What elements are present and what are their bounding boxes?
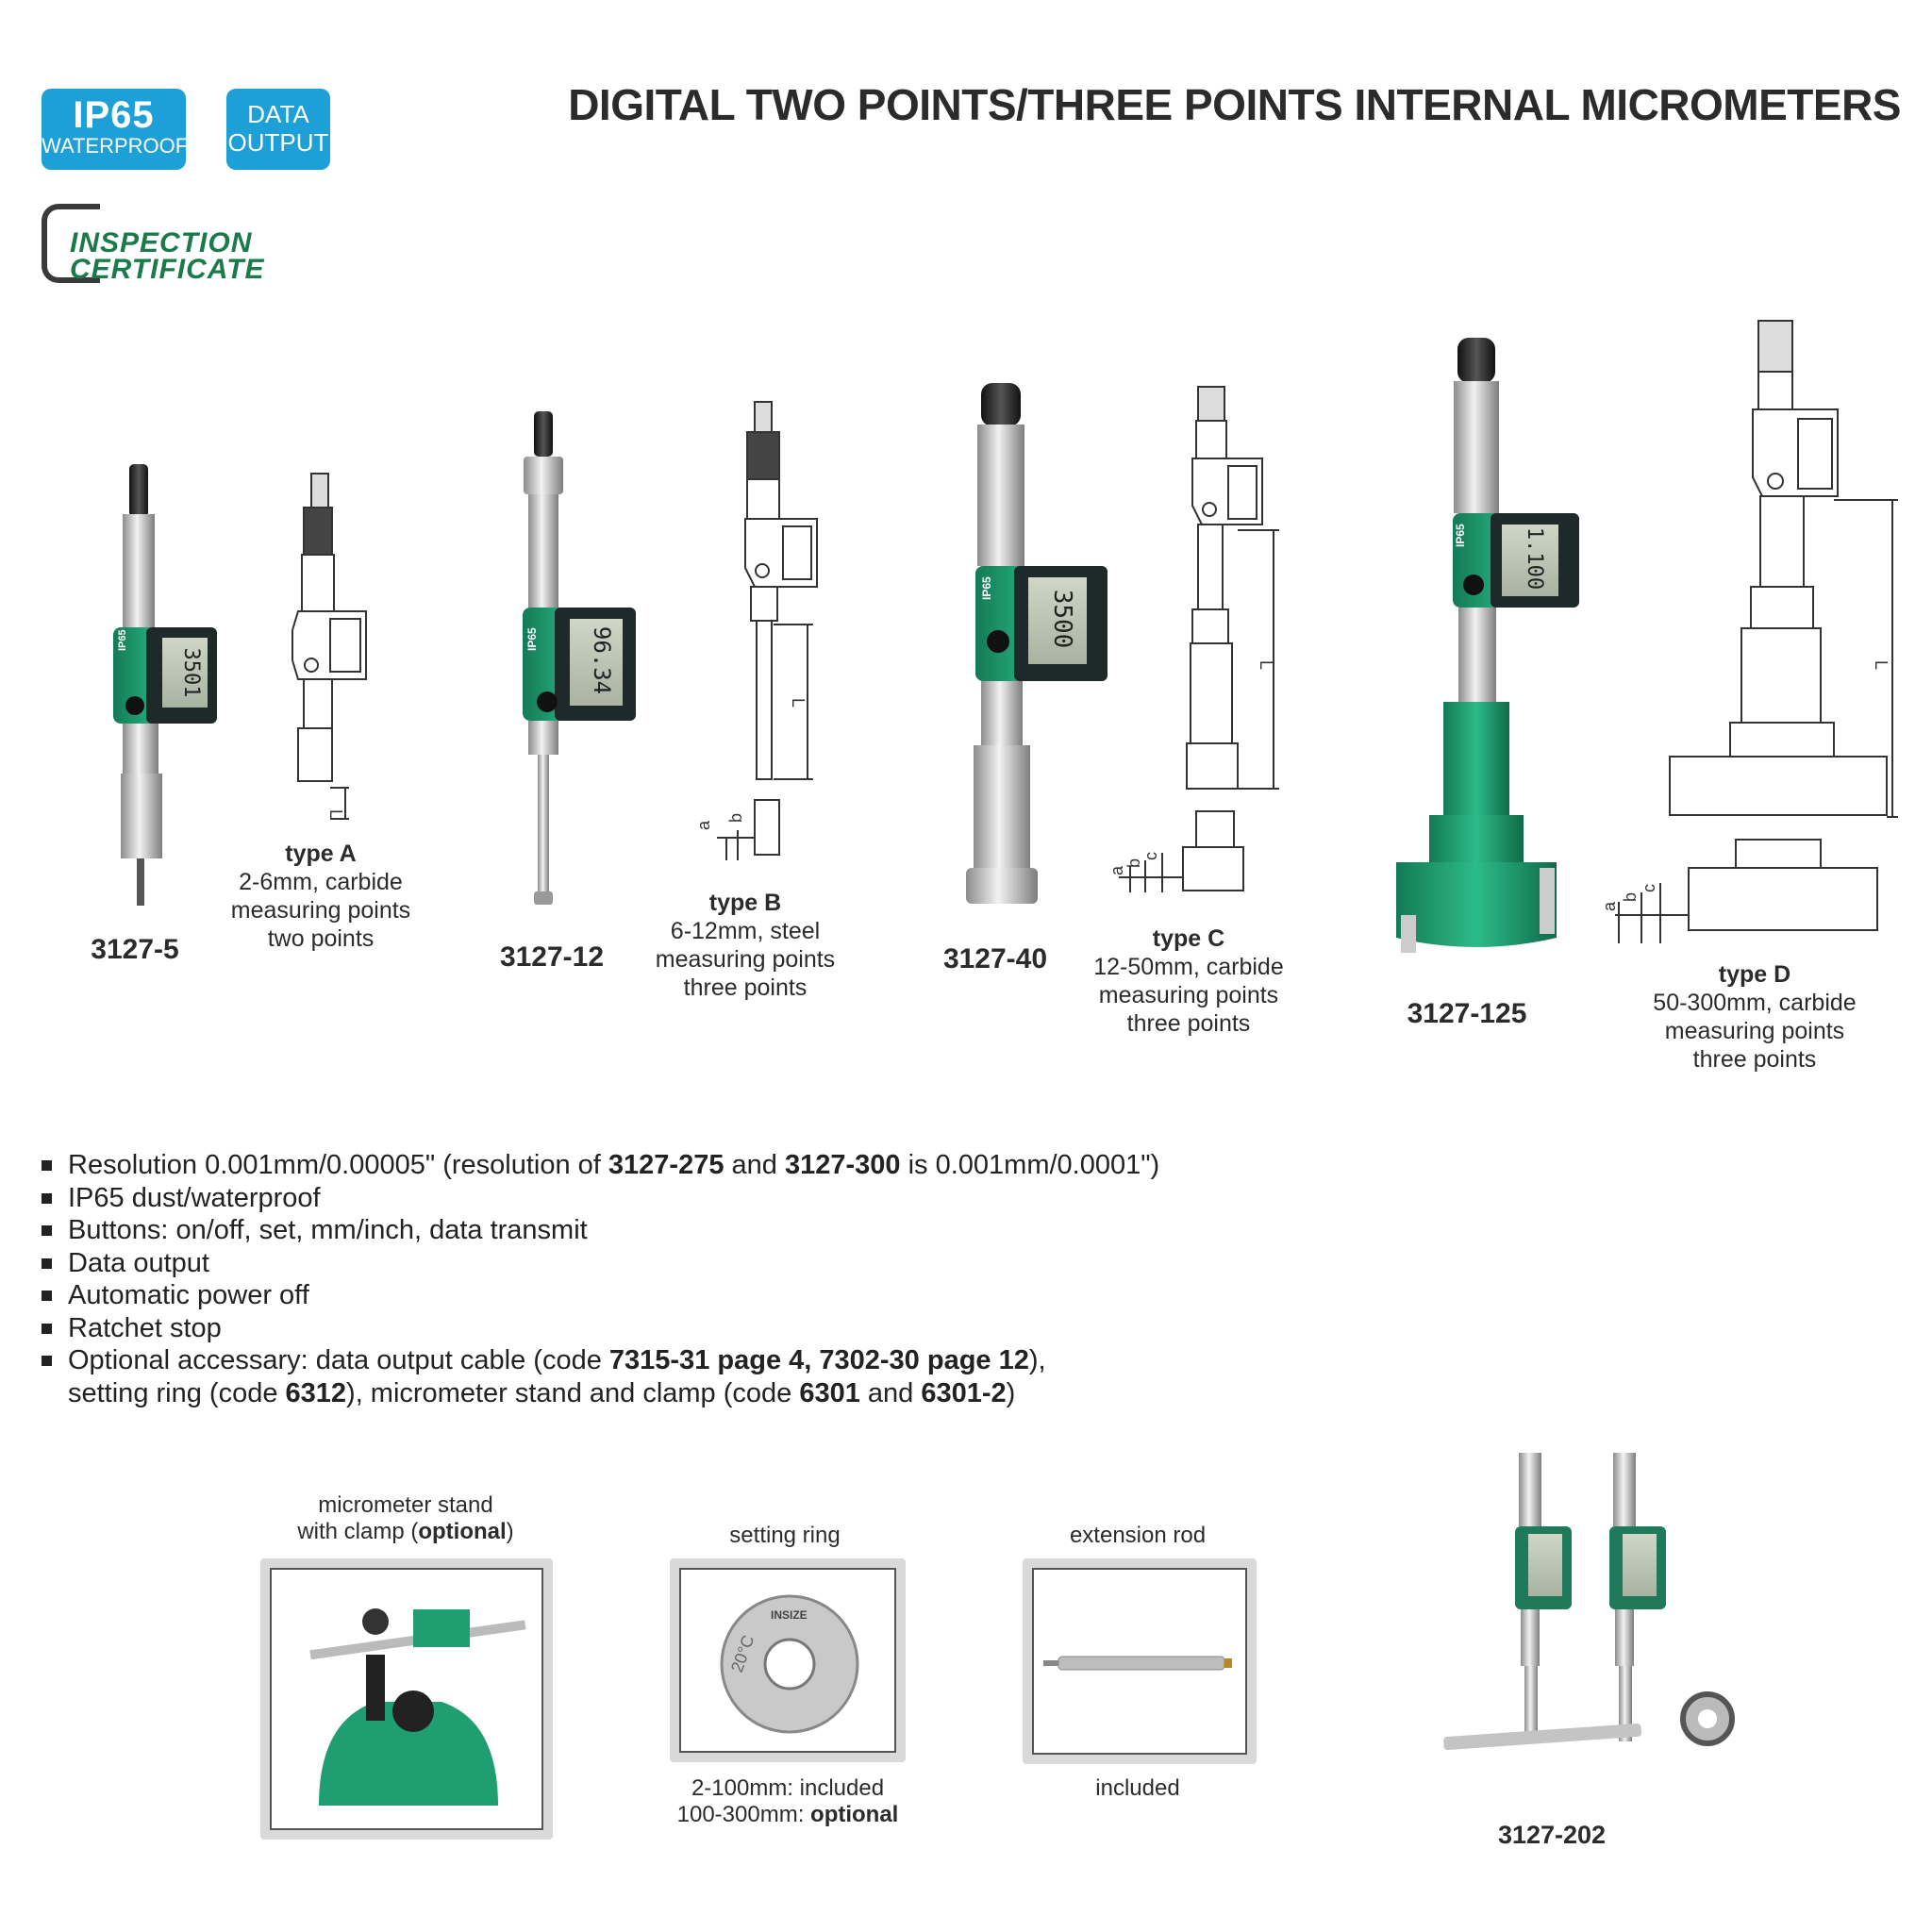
type-b-line3: three points: [683, 974, 808, 1001]
type-c-line3: three points: [1126, 1010, 1251, 1037]
dim-letter-l-d: L: [1872, 660, 1890, 671]
feature-ratchet-stop: [42, 1312, 1362, 1345]
type-c-line2: measuring points: [1098, 982, 1279, 1008]
dim-letter-b-d: b: [1621, 891, 1640, 902]
f1b: 3127-275: [608, 1150, 724, 1180]
stand-line2: [264, 1519, 547, 1545]
display-3127-40: 3500: [1048, 589, 1076, 649]
product-code-3127-125: 3127-125: [1407, 998, 1527, 1029]
f1a: Resolution 0.001mm/0.00005" (resolution of: [68, 1150, 608, 1180]
ring-note2a: 100-300mm:: [676, 1802, 811, 1827]
ring-note1: 2-100mm: included: [691, 1775, 885, 1801]
micrometer-stand-icon: [272, 1570, 545, 1832]
type-d-line2: measuring points: [1664, 1018, 1845, 1044]
feature-data-output: [42, 1247, 1362, 1280]
f8f: 6301-2: [921, 1377, 1007, 1408]
type-c-name: type C: [1152, 925, 1225, 952]
dim-letter-c-c: c: [1141, 852, 1160, 860]
f7b: 7315-31 page 4, 7302-30 page 12: [608, 1345, 1029, 1375]
features-list: [42, 1149, 1362, 1409]
type-d-caption: [1632, 960, 1877, 1074]
dim-letter-b-b: b: [726, 812, 745, 823]
feature-resolution: [42, 1149, 1362, 1182]
micrometer-3127-5: [113, 464, 217, 906]
feature-auto-power-off: [42, 1279, 1362, 1312]
product-code-3127-12: 3127-12: [499, 941, 605, 973]
bullet-icon: [42, 1193, 52, 1204]
ip65-device-label-2: IP65: [525, 627, 539, 651]
product-code-3127-202: 3127-202: [1497, 1821, 1607, 1849]
f7c: ),: [1028, 1345, 1046, 1375]
type-a-schematic: [292, 474, 366, 819]
display-3127-12: 96.34: [589, 625, 615, 695]
feature-optional-accessary: [42, 1344, 1362, 1377]
f7a: Optional accessary: data output cable (code: [68, 1345, 609, 1375]
type-b-schematic: [717, 402, 817, 860]
ip65-device-label: IP65: [117, 629, 128, 651]
dim-letter-l-c: L: [1257, 660, 1275, 671]
dim-letter-l: L: [326, 809, 345, 820]
type-a-name: type A: [285, 841, 357, 867]
type-d-name: type D: [1718, 961, 1791, 988]
bullet-icon: [42, 1291, 52, 1301]
f8d: 6301: [799, 1377, 860, 1408]
f2: IP65 dust/waterproof: [68, 1182, 321, 1213]
type-a-line3: two points: [267, 925, 375, 952]
type-d-range: 50-300mm, carbide: [1653, 990, 1857, 1016]
ring-photo-frame: [670, 1558, 906, 1762]
extension-rod-icon: [1034, 1570, 1249, 1757]
bullet-icon: [42, 1356, 52, 1366]
certificate-line2: CERTIFICATE: [70, 254, 265, 285]
f5: Automatic power off: [68, 1280, 309, 1310]
page-title: DIGITAL TWO POINTS/THREE POINTS INTERNAL MICROMETERS: [568, 80, 1901, 129]
display-3127-125: 1.100: [1523, 526, 1546, 591]
bullet-icon: [42, 1160, 52, 1171]
waterproof-label: WATERPROOF: [42, 134, 189, 158]
kit-3127-202-illustration: [1415, 1453, 1755, 1764]
f8b: 6312: [285, 1377, 347, 1408]
type-d-schematic: [1615, 321, 1898, 943]
micrometer-3127-40: [966, 383, 1108, 904]
stand-line2c: ): [506, 1519, 514, 1544]
type-b-line2: measuring points: [655, 946, 836, 973]
stand-line2a: with clamp (: [297, 1519, 419, 1544]
stand-label: [264, 1492, 547, 1545]
bullet-icon: [42, 1324, 52, 1334]
stand-line1: micrometer stand: [318, 1492, 493, 1518]
dim-letter-c-d: c: [1640, 884, 1658, 892]
dim-letter-l-b: L: [789, 698, 808, 708]
output-label: OUTPUT: [227, 128, 329, 157]
stand-optional: optional: [418, 1519, 507, 1544]
micrometer-3127-12: [523, 411, 636, 905]
product-code-3127-5: 3127-5: [91, 934, 179, 965]
f4: Data output: [68, 1247, 209, 1278]
f6: Ratchet stop: [68, 1312, 222, 1343]
bullet-icon: [42, 1258, 52, 1269]
ip65-label: IP65: [73, 94, 155, 136]
ip65-device-label-3: IP65: [980, 576, 993, 600]
ip65-device-label-4: IP65: [1454, 524, 1467, 547]
ring-photo: [679, 1568, 896, 1753]
micrometer-3127-125: [1396, 338, 1579, 953]
f3: Buttons: on/off, set, mm/inch, data transmit: [68, 1215, 588, 1245]
f8c: ), micrometer stand and clamp (code: [346, 1377, 800, 1408]
f8e: and: [859, 1377, 922, 1408]
f1e: is 0.001mm/0.0001"): [900, 1150, 1160, 1180]
rod-note: included: [1095, 1775, 1180, 1801]
stand-photo-frame: [260, 1558, 553, 1840]
ring-optional: optional: [810, 1802, 899, 1827]
rod-label: extension rod: [1069, 1523, 1207, 1548]
bullet-icon: [42, 1225, 52, 1236]
stand-photo: [270, 1568, 543, 1830]
feature-buttons: [42, 1214, 1362, 1247]
setting-ring-icon: [681, 1570, 898, 1755]
dim-letter-a-b: a: [694, 820, 713, 830]
ring-brand: INSIZE: [771, 1608, 808, 1622]
dim-letter-b-c: b: [1124, 858, 1143, 868]
type-d-line3: three points: [1692, 1046, 1817, 1073]
type-c-schematic: [1119, 387, 1279, 892]
f1d: 3127-300: [784, 1150, 901, 1180]
type-b-range: 6-12mm, steel: [670, 918, 821, 944]
data-label: DATA: [247, 100, 309, 128]
f1c: and: [724, 1150, 785, 1180]
dim-letter-a-c: a: [1108, 865, 1126, 875]
type-a-range: 2-6mm, carbide: [239, 869, 403, 895]
type-b-caption: [641, 889, 849, 1002]
ring-notes: [651, 1775, 924, 1828]
product-code-3127-40: 3127-40: [942, 943, 1048, 974]
type-a-line2: measuring points: [230, 897, 411, 924]
display-3127-5: 3501: [179, 647, 203, 698]
feature-ip65: [42, 1182, 1362, 1215]
ring-label: setting ring: [729, 1523, 841, 1548]
rod-photo-frame: [1023, 1558, 1257, 1764]
ring-note2: [651, 1802, 924, 1828]
type-c-caption: [1075, 924, 1302, 1038]
rod-photo: [1032, 1568, 1247, 1755]
type-b-name: type B: [708, 890, 782, 916]
dim-letter-a-d: a: [1600, 901, 1619, 911]
ring-engraving: 20°C: [726, 1632, 758, 1675]
type-c-range: 12-50mm, carbide: [1093, 954, 1284, 980]
certificate-line1: INSPECTION: [70, 227, 253, 258]
f8a: setting ring (code: [68, 1377, 286, 1408]
type-a-caption: [217, 840, 425, 953]
f8g: ): [1006, 1377, 1016, 1408]
feature-optional-accessary-cont: [42, 1377, 1362, 1410]
